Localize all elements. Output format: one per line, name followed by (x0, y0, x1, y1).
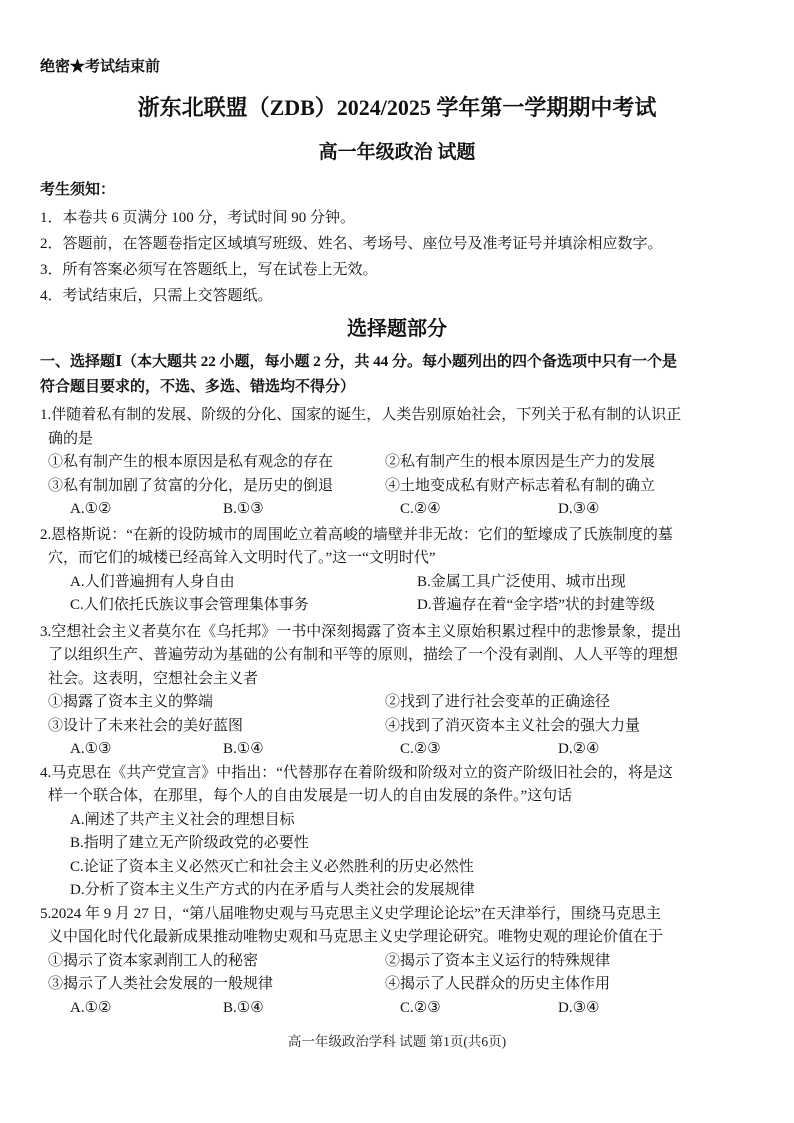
section-title: 选择题部分 (347, 318, 447, 340)
answer-d: D.②④ (558, 741, 600, 757)
option-3: ③揭示了人类社会发展的一般规律 (48, 976, 274, 992)
question-1-option-row (40, 475, 754, 499)
answer-d: D.普遍存在着“金字塔”状的封建等级 (417, 597, 655, 613)
answer-b: B.①③ (223, 501, 264, 517)
question-1-option-row (40, 451, 754, 475)
option-1: ①揭示了资本家剥削工人的秘密 (48, 952, 259, 969)
question-1-stem-line: 确的是 (48, 430, 94, 447)
notice-heading: 考生须知： (40, 182, 116, 198)
option-4: ④揭示了人民群众的历史主体作用 (385, 976, 611, 992)
answer-d: D.③④ (558, 999, 600, 1016)
question-5-stem-line: 义中国化时代化最新成果推动唯物史观和马克思主义史学理论研究。唯物史观的理论价值在于 (48, 929, 664, 945)
option-2: ②找到了进行社会变革的正确途径 (385, 694, 611, 710)
option-2: ②揭示了资本主义运行的特殊规律 (385, 952, 611, 969)
answer-d: D.③④ (558, 501, 600, 517)
answer-a: A.人们普遍拥有人身自由 (70, 573, 235, 590)
question-4-stem-line: 4.马克思在《共产党宣言》中指出：“代替那存在着阶级和阶级对立的资产阶级旧社会的，将是这 (40, 764, 673, 781)
answer-c: C.②③ (400, 741, 441, 757)
question-3-answer-row (40, 738, 754, 762)
answer-b: B.指明了建立无产阶级政党的必要性 (70, 835, 309, 851)
question-5-option-row (40, 950, 754, 974)
option-4: ④找到了消灭资本主义社会的强大力量 (385, 717, 641, 734)
question-5 (40, 903, 754, 1021)
question-5-option-row (40, 973, 754, 997)
option-3: ③设计了未来社会的美好蓝图 (48, 717, 244, 734)
option-1: ①私有制产生的根本原因是私有观念的存在 (48, 454, 334, 470)
question-5-answer-row (40, 997, 754, 1021)
question-3-stem-line: 了以组织生产、普遍劳动为基础的公有制和平等的原则，描绘了一个没有剥削、人人平等的理想 (48, 647, 679, 663)
answer-a: A.①② (70, 501, 112, 517)
question-5-stem-line: 5.2024 年 9 月 27 日，“第八届唯物史观与马克思主义史学理论论坛”在天津举行，围绕马克思主 (40, 905, 661, 922)
question-4 (40, 762, 754, 903)
answer-c: C.人们依托氏族议事会管理集体事务 (70, 597, 309, 613)
option-1: ①揭露了资本主义的弊端 (48, 694, 214, 710)
question-1-stem-line: 1.伴随着私有制的发展、阶级的分化、国家的诞生，人类告别原始社会，下列关于私有制的认识正 (40, 407, 682, 423)
question-3 (40, 621, 754, 762)
notice-list (40, 205, 754, 309)
page-footer: 高一年级政治学科 试题 第1页(共6页) (287, 1034, 507, 1049)
notice-item: 4．考试结束后，只需上交答题纸。 (40, 288, 273, 304)
option-4: ④土地变成私有财产标志着私有制的确立 (385, 477, 656, 494)
answer-a: A.①③ (70, 741, 112, 757)
question-3-stem-line: 3.空想社会主义者莫尔在《乌托邦》一书中深刻揭露了资本主义原始积累过程中的悲惨景象，提出 (40, 623, 682, 640)
classification-banner: 绝密★考试结束前 (40, 59, 161, 75)
answer-c: C.②③ (400, 999, 441, 1016)
answer-b: B.金属工具广泛使用、城市出现 (417, 573, 626, 590)
question-2-answer-row (40, 594, 754, 618)
notice-item: 3．所有答案必须写在答题纸上，写在试卷上无效。 (40, 262, 378, 278)
answer-b: B.①④ (223, 999, 264, 1016)
option-2: ②私有制产生的根本原因是生产力的发展 (385, 454, 656, 470)
question-4-stem-line: 样一个联合体，在那里，每个人的自由发展是一切人的自由发展的条件。”这句话 (48, 788, 573, 804)
section-instruction-line2: 符合题目要求的，不选、多选、错选均不得分） (40, 379, 356, 395)
question-3-option-row (40, 691, 754, 715)
notice-item: 1．本卷共 6 页满分 100 分，考试时间 90 分钟。 (40, 210, 356, 226)
answer-a: A.①② (70, 999, 112, 1016)
question-2-answer-row (40, 571, 754, 595)
answer-b: B.①④ (223, 741, 264, 757)
notice-item: 2．答题前，在答题卷指定区域填写班级、姓名、考场号、座位号及准考证号并填涂相应数字。 (40, 236, 663, 252)
question-2-stem-line: 2.恩格斯说：“在新的设防城市的周围屹立着高峻的墙壁并非无故：它们的堑壕成了氏族制度的墓 (40, 526, 673, 543)
question-3-stem-line: 社会。这表明，空想社会主义者 (48, 670, 259, 687)
question-3-option-row (40, 715, 754, 739)
question-1 (40, 404, 754, 522)
answer-d: D.分析了资本主义生产方式的内在矛盾与人类社会的发展规律 (70, 882, 475, 898)
question-1-answer-row (40, 498, 754, 522)
section-instruction-line1: 一、选择题Ⅰ（本大题共 22 小题，每小题 2 分，共 44 分。每小题列出的四个备选项中只有一个是 (40, 354, 678, 370)
answer-c: C.②④ (400, 501, 441, 517)
question-2 (40, 524, 754, 618)
answer-a: A.阐述了共产主义社会的理想目标 (70, 811, 295, 828)
answer-c: C.论证了资本主义必然灭亡和社会主义必然胜利的历史必然性 (70, 858, 474, 875)
exam-title: 浙东北联盟（ZDB）2024/2025 学年第一学期期中考试 (137, 95, 657, 120)
question-2-stem-line: 穴，而它们的城楼已经高耸入文明时代了。”这一“文明时代” (48, 550, 436, 566)
option-3: ③私有制加剧了贫富的分化，是历史的倒退 (48, 477, 334, 494)
exam-subtitle: 高一年级政治 试题 (318, 142, 476, 163)
